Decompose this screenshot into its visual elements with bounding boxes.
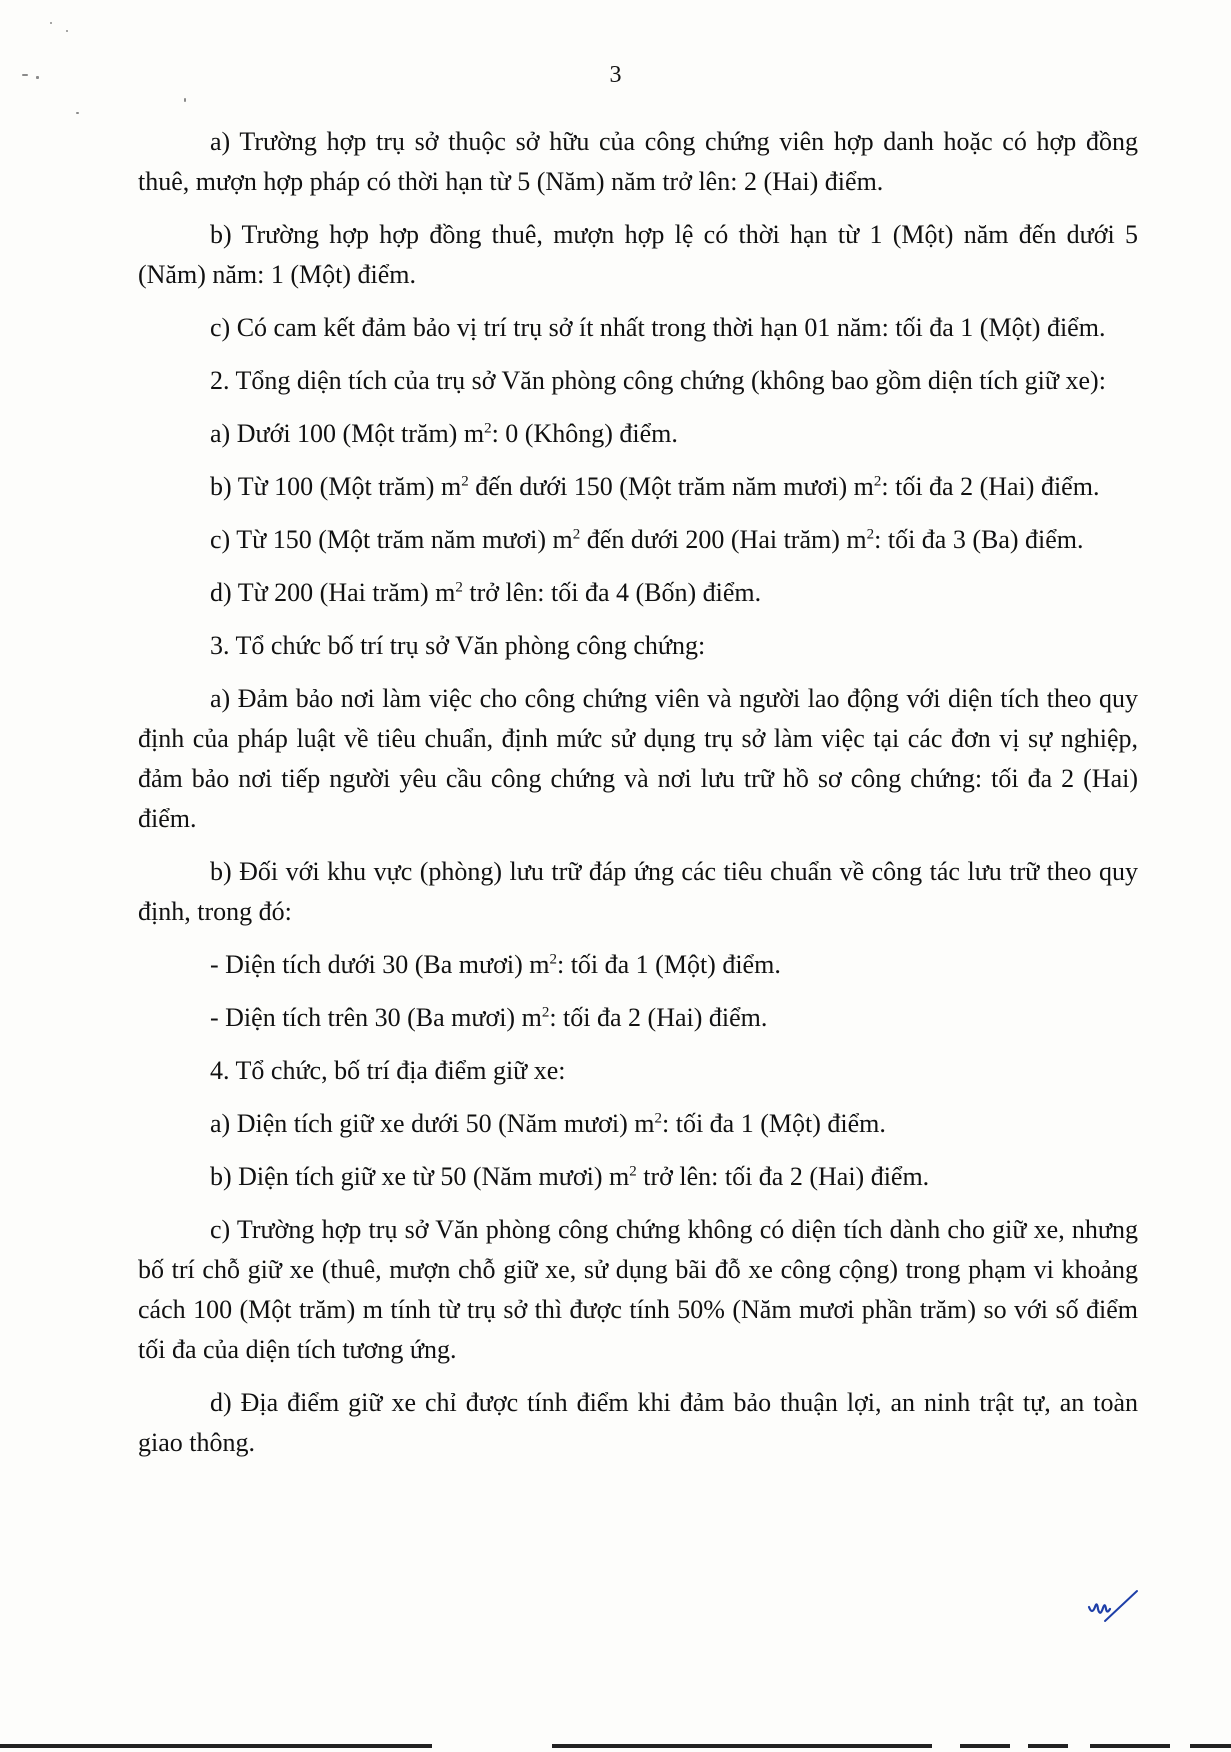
footer-rule (1090, 1744, 1170, 1748)
scan-speck (184, 98, 186, 102)
paragraph-3-heading: 3. Tổ chức bố trí trụ sở Văn phòng công chứng: (210, 631, 706, 660)
paragraph-2b: b) Từ 100 (Một trăm) $m^2$ đến dưới 150 (Một trăm năm mươi) $m^2$: tối đa 2 (Hai) điểm. (210, 472, 1100, 501)
footer-rule (1190, 1744, 1231, 1748)
paragraph-3b-item-2: - Diện tích trên 30 (Ba mươi) $m^2$: tối đa 2 (Hai) điểm. (210, 1003, 768, 1032)
signature-initials-icon (1085, 1585, 1141, 1625)
footer-rule (960, 1744, 1010, 1748)
footer-rule (1028, 1744, 1068, 1748)
paragraph-4d: d) Địa điểm giữ xe chỉ được tính điểm khi đảm bảo thuận lợi, an ninh trật tự, an toàn giao thông. (138, 1388, 1138, 1457)
page-number: 3 (609, 62, 622, 88)
paragraph-4b: b) Diện tích giữ xe từ 50 (Năm mươi) $m^2$ trở lên: tối đa 2 (Hai) điểm. (210, 1162, 930, 1191)
footer-rule (552, 1744, 932, 1748)
paragraph-2c: c) Từ 150 (Một trăm năm mươi) $m^2$ đến dưới 200 (Hai trăm) $m^2$: tối đa 3 (Ba) điểm. (210, 525, 1084, 554)
paragraph-3b-item-1: - Diện tích dưới 30 (Ba mươi) $m^2$: tối đa 1 (Một) điểm. (210, 950, 781, 979)
footer-rule (0, 1744, 432, 1748)
paragraph-4a: a) Diện tích giữ xe dưới 50 (Năm mươi) $m^2$: tối đa 1 (Một) điểm. (210, 1109, 886, 1138)
scan-speck (66, 30, 68, 32)
paragraph-1c: c) Có cam kết đảm bảo vị trí trụ sở ít nhất trong thời hạn 01 năm: tối đa 1 (Một) điểm. (210, 313, 1106, 342)
scan-speck (50, 22, 52, 24)
paragraph-1b: b) Trường hợp hợp đồng thuê, mượn hợp lệ có thời hạn từ 1 (Một) năm đến dưới 5 (Năm) năm: 1 (Một) điểm. (138, 220, 1138, 289)
paragraph-1a: a) Trường hợp trụ sở thuộc sở hữu của công chứng viên hợp danh hoặc có hợp đồng thuê, mượn hợp pháp có thời hạn từ 5 (Năm) năm trở lên: 2 (Hai) điểm. (138, 127, 1138, 196)
paragraph-2a: a) Dưới 100 (Một trăm) $m^2$: 0 (Không) điểm. (210, 419, 678, 448)
paragraph-2d: d) Từ 200 (Hai trăm) $m^2$ trở lên: tối đa 4 (Bốn) điểm. (210, 578, 762, 607)
paragraph-3a: a) Đảm bảo nơi làm việc cho công chứng viên và người lao động với diện tích theo quy định của pháp luật về tiêu chuẩn, định mức sử dụng trụ sở làm việc tại các đơn vị sự nghiệp, đảm bảo nơi tiếp người yêu cầu công chứng và nơi lưu trữ hồ sơ công chứng: tối đa 2 (Hai) điểm. (138, 684, 1138, 833)
paragraph-4c: c) Trường hợp trụ sở Văn phòng công chứng không có diện tích dành cho giữ xe, nhưng bố trí chỗ giữ xe (thuê, mượn chỗ giữ xe, sử dụng bãi đỗ xe công cộng) trong phạm vi khoảng cách 100 (Một trăm) m tính từ trụ sở thì được tính 50% (Năm mươi phần trăm) so với số điểm tối đa của diện tích tương ứng. (138, 1215, 1138, 1364)
scan-speck (76, 112, 79, 114)
paragraph-4-heading: 4. Tổ chức, bố trí địa điểm giữ xe: (210, 1056, 566, 1085)
paragraph-2-heading: 2. Tổng diện tích của trụ sở Văn phòng công chứng (không bao gồm diện tích giữ xe): (210, 366, 1106, 395)
paragraph-3b: b) Đối với khu vực (phòng) lưu trữ đáp ứng các tiêu chuẩn về công tác lưu trữ theo quy định, trong đó: (138, 857, 1138, 926)
document-body (138, 122, 1138, 1476)
